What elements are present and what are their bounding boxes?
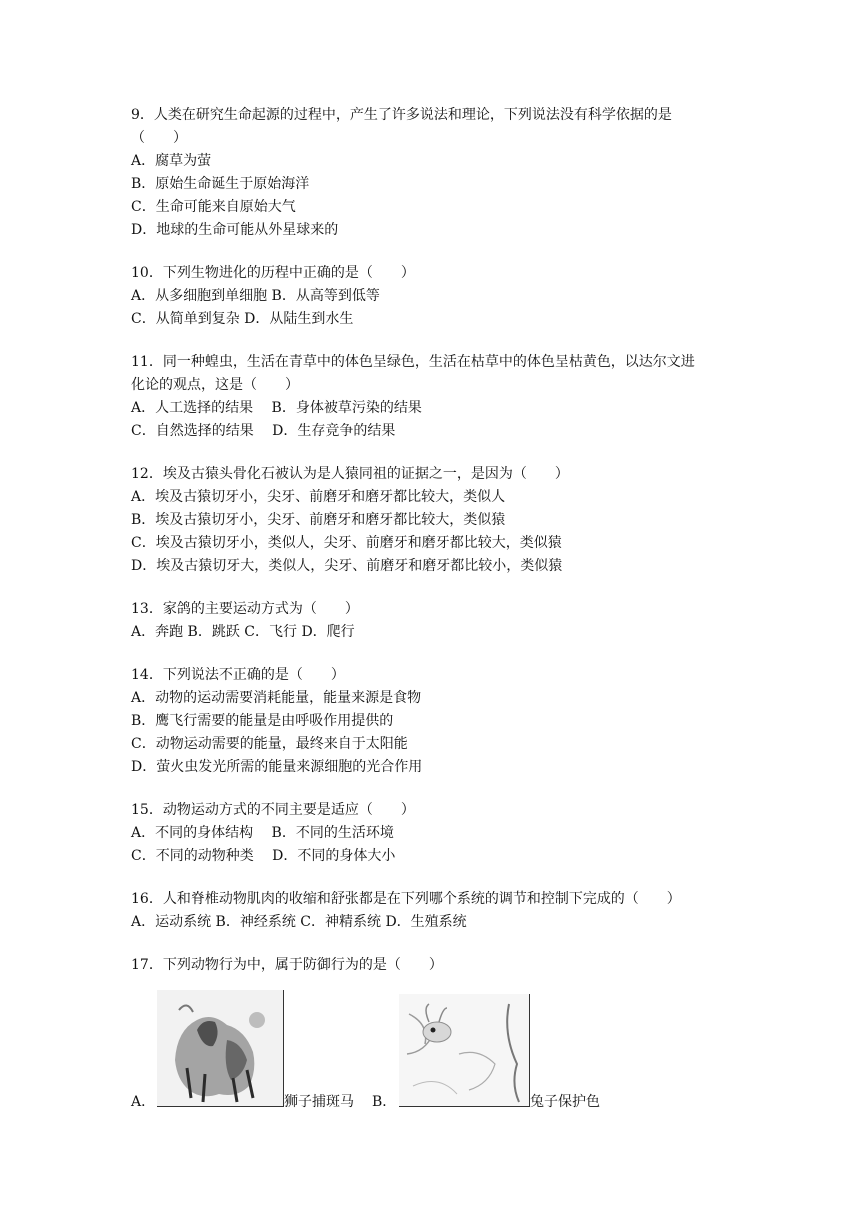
answer-option: A．运动系统 B．神经系统 C．神精系统 D．生殖系统 (131, 914, 467, 930)
answer-option: D．地球的生命可能从外星球来的 (131, 222, 339, 238)
answer-option: D．萤火虫发光所需的能量来源细胞的光合作用 (131, 759, 423, 775)
q17-figures (131, 990, 751, 1110)
question-13 (131, 598, 751, 644)
answer-option: A．不同的身体结构 B．不同的生活环境 (131, 825, 394, 841)
exam-page (131, 104, 751, 997)
question-stem: 15．动物运动方式的不同主要是适应（ ） (131, 802, 415, 818)
question-stem: 14．下列说法不正确的是（ ） (131, 667, 345, 683)
option-b-letter: B． (372, 1094, 397, 1110)
question-stem: 12．埃及古猿头骨化石被认为是人猿同祖的证据之一，是因为（ ） (131, 466, 569, 482)
answer-option: C．不同的动物种类 D．不同的身体大小 (131, 848, 396, 864)
answer-option: C．动物运动需要的能量，最终来自于太阳能 (131, 736, 408, 752)
answer-option: B．埃及古猿切牙小，尖牙、前磨牙和磨牙都比较大，类似猿 (131, 512, 506, 528)
answer-option: C．从简单到复杂 D．从陆生到水生 (131, 311, 354, 327)
question-stem: 16．人和脊椎动物肌肉的收缩和舒张都是在下列哪个系统的调节和控制下完成的（ ） (131, 891, 681, 907)
question-stem: 9．人类在研究生命起源的过程中，产生了许多说法和理论，下列说法没有科学依据的是 (131, 107, 672, 123)
option-a-letter: A． (131, 1094, 156, 1110)
question-15 (131, 799, 751, 868)
question-stem: 化论的观点，这是（ ） (131, 377, 299, 393)
question-11 (131, 351, 751, 443)
question-17 (131, 954, 751, 977)
rabbit-camouflage-photo (399, 994, 530, 1107)
question-stem: （ ） (131, 130, 187, 146)
answer-option: B．鹰飞行需要的能量是由呼吸作用提供的 (131, 713, 394, 729)
answer-option: B．原始生命诞生于原始海洋 (131, 176, 310, 192)
question-16 (131, 888, 751, 934)
answer-option: C．生命可能来自原始大气 (131, 199, 296, 215)
question-10 (131, 262, 751, 331)
answer-option: C．埃及古猿切牙小，类似人，尖牙、前磨牙和磨牙都比较大，类似猿 (131, 535, 562, 551)
answer-option: A．腐草为萤 (131, 153, 212, 169)
answer-option: D．埃及古猿切牙大，类似人，尖牙、前磨牙和磨牙都比较小，类似猿 (131, 558, 563, 574)
lion-hunting-zebra-photo (157, 990, 284, 1107)
option-b-caption: 兔子保护色 (530, 1094, 600, 1110)
question-12 (131, 463, 751, 578)
answer-option: A．奔跑 B．跳跃 C．飞行 D．爬行 (131, 624, 355, 640)
answer-option: A．动物的运动需要消耗能量，能量来源是食物 (131, 690, 422, 706)
question-stem: 11．同一种蝗虫，生活在青草中的体色呈绿色，生活在枯草中的体色呈枯黄色，以达尔文进 (131, 354, 695, 370)
answer-option: A．人工选择的结果 B．身体被草污染的结果 (131, 400, 422, 416)
option-a-caption: 狮子捕斑马 (284, 1094, 354, 1110)
question-stem: 13．家鸽的主要运动方式为（ ） (131, 601, 359, 617)
question-stem: 17．下列动物行为中，属于防御行为的是（ ） (131, 957, 443, 973)
question-14 (131, 664, 751, 779)
answer-option: A．埃及古猿切牙小，尖牙、前磨牙和磨牙都比较大，类似人 (131, 489, 506, 505)
answer-option: A．从多细胞到单细胞 B．从高等到低等 (131, 288, 380, 304)
question-9 (131, 104, 751, 242)
answer-option: C．自然选择的结果 D．生存竞争的结果 (131, 423, 396, 439)
question-stem: 10．下列生物进化的历程中正确的是（ ） (131, 265, 415, 281)
